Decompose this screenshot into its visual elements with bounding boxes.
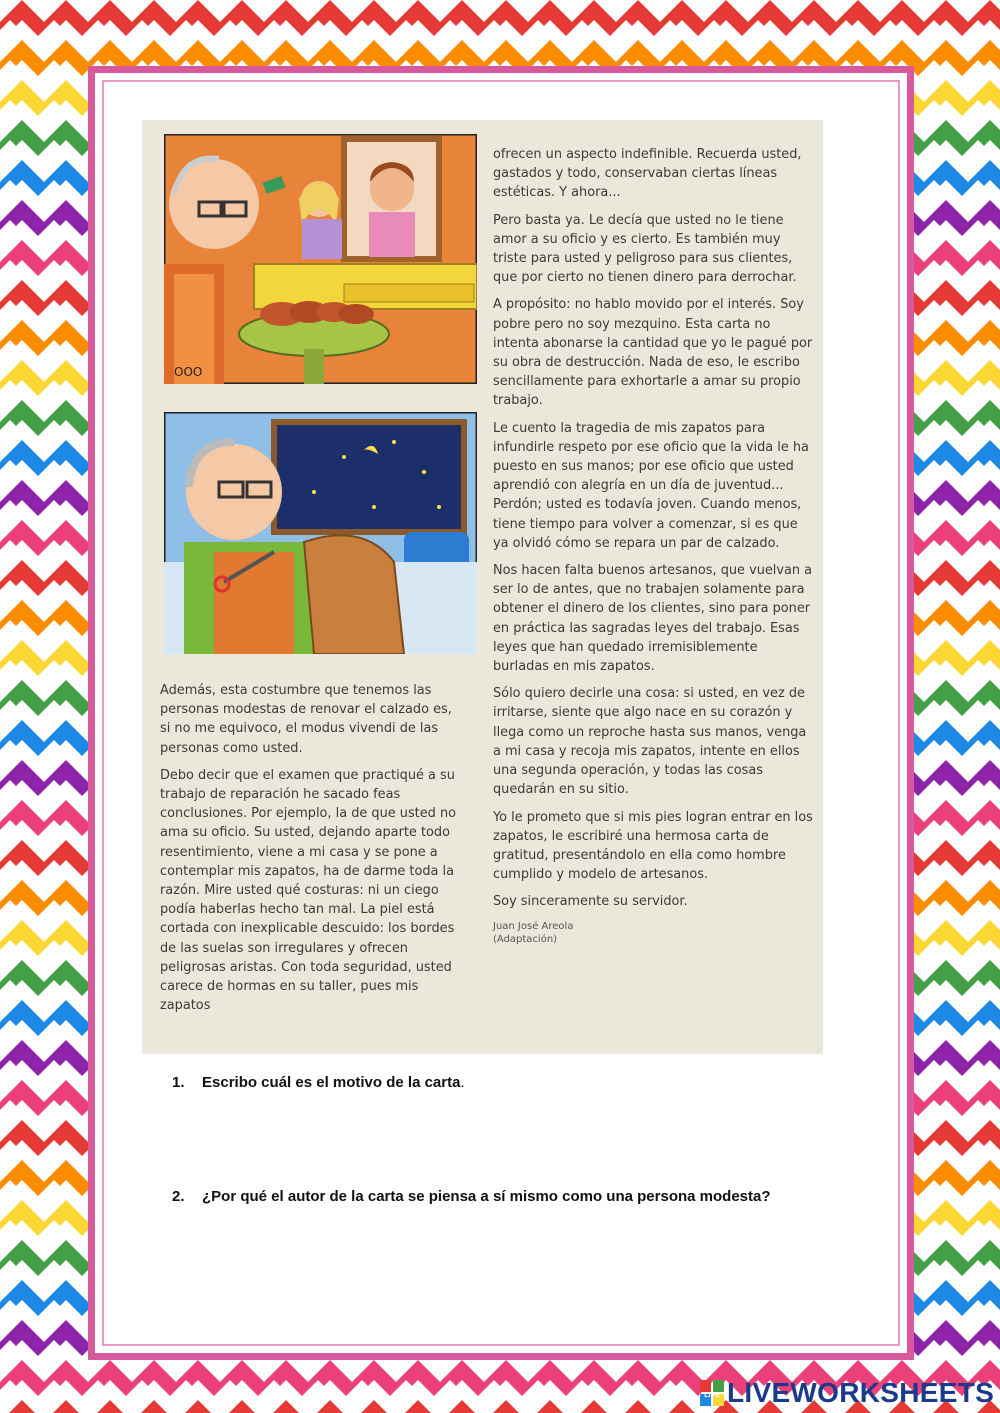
question-1 (172, 1074, 872, 1091)
paragraph: Sólo quiero decirle una cosa: si usted, en vez de irritarse, siente que algo nace en su corazón y llega como un reproche hasta sus manos, venga a mi casa y recoja mis zapatos, intente en ellos una segunda operación, y todas las cosas quedarán en su sitio. (493, 686, 807, 798)
logo-text: LIVEWORKSHEETS (727, 1377, 995, 1408)
paragraph: Soy sinceramente su servidor. (493, 894, 688, 910)
paragraph: Debo decir que el examen que practiqué a su trabajo de reparación he sacado feas conclusiones. Por ejemplo, la de que usted no ama su oficio. Su usted, dejando aparte todo resentimiento, viene a mi casa y se pone a contemplar mis zapatos, ha de darme toda la razón. Mire usted qué costuras: ni un ciego podía haberlas hecho tan mal. La piel está cortada con inexplicable descuido: los bordes de las suelas son irregulares y ofrecen peligrosas aristas. Con toda seguridad, usted carece de hormas en su taller, pues mis zapatos (160, 767, 456, 1014)
paragraph: Nos hacen falta buenos artesanos, que vuelvan a ser lo de antes, que no trabajen solamente para obtener el dinero de los clientes, sino para poner en práctica las sagradas leyes del trabajo. Esas leyes que han quedado irremisiblemente burladas en mis zapatos. (493, 563, 813, 675)
right-column-paragraphs (493, 145, 813, 912)
paragraph: ofrecen un aspecto indefinible. Recuerda usted, gastados y todo, conservaban ciertas líneas estéticas. Y ahora... (493, 147, 802, 201)
left-column-text (160, 681, 460, 1023)
question-2-text: ¿Por qué el autor de la carta se piensa a sí mismo como una persona modesta? (202, 1188, 771, 1205)
badge-letters: LIVE (704, 1392, 720, 1399)
right-column-text (493, 145, 813, 946)
svg-text:OOO: OOO (174, 365, 203, 379)
paragraph: Pero basta ya. Le decía que usted no le tiene amor a su oficio y es cierto. Es también muy triste para usted y peligroso para sus clientes, que por cierto no tienen dinero para derrochar. (493, 212, 797, 286)
question-2 (172, 1188, 872, 1205)
question-1-number: 1. (172, 1074, 185, 1091)
author-signature (493, 920, 813, 946)
paragraph: Yo le prometo que si mis pies logran entrar en los zapatos, le escribiré una hermosa carta de gratitud, presentándolo en ella como hombre cumplido y modelo de artesanos. (493, 809, 813, 883)
author-name: Juan José Areola (493, 920, 574, 932)
liveworksheets-badge-icon (700, 1380, 724, 1406)
paragraph: Además, esta costumbre que tenemos las personas modestas de renovar el calzado es, si no me equivoco, el modus vivendi de las personas como usted. (160, 683, 452, 756)
question-1-suffix: . (460, 1074, 465, 1091)
question-1-text: Escribo cuál es el motivo de la carta (202, 1074, 461, 1091)
author-note: (Adaptación) (493, 933, 558, 945)
liveworksheets-logo (700, 1378, 994, 1408)
shoemaker-shop-illustration (164, 134, 477, 384)
shoemaker-cutting-illustration (164, 412, 477, 654)
reading-passage (142, 120, 823, 1054)
question-2-number: 2. (172, 1188, 185, 1205)
paragraph: Le cuento la tragedia de mis zapatos para infundirle respeto por ese oficio que la vida le ha puesto en sus manos; por ese oficio que usted aprendió con alegría en un día de juventud... Perdón; usted es todavía joven. Cuando menos, tiene tiempo para volver a comenzar, si es que ya olvidó cómo se repara un par de calzado. (493, 420, 809, 551)
paragraph: A propósito: no hablo movido por el interés. Soy pobre pero no soy mezquino. Esta carta no intenta abonarse la cantidad que yo le pagué por su obra de destrucción. Nada de eso, le escribo sencillamente para exhortarle a amar su propio trabajo. (493, 297, 813, 409)
